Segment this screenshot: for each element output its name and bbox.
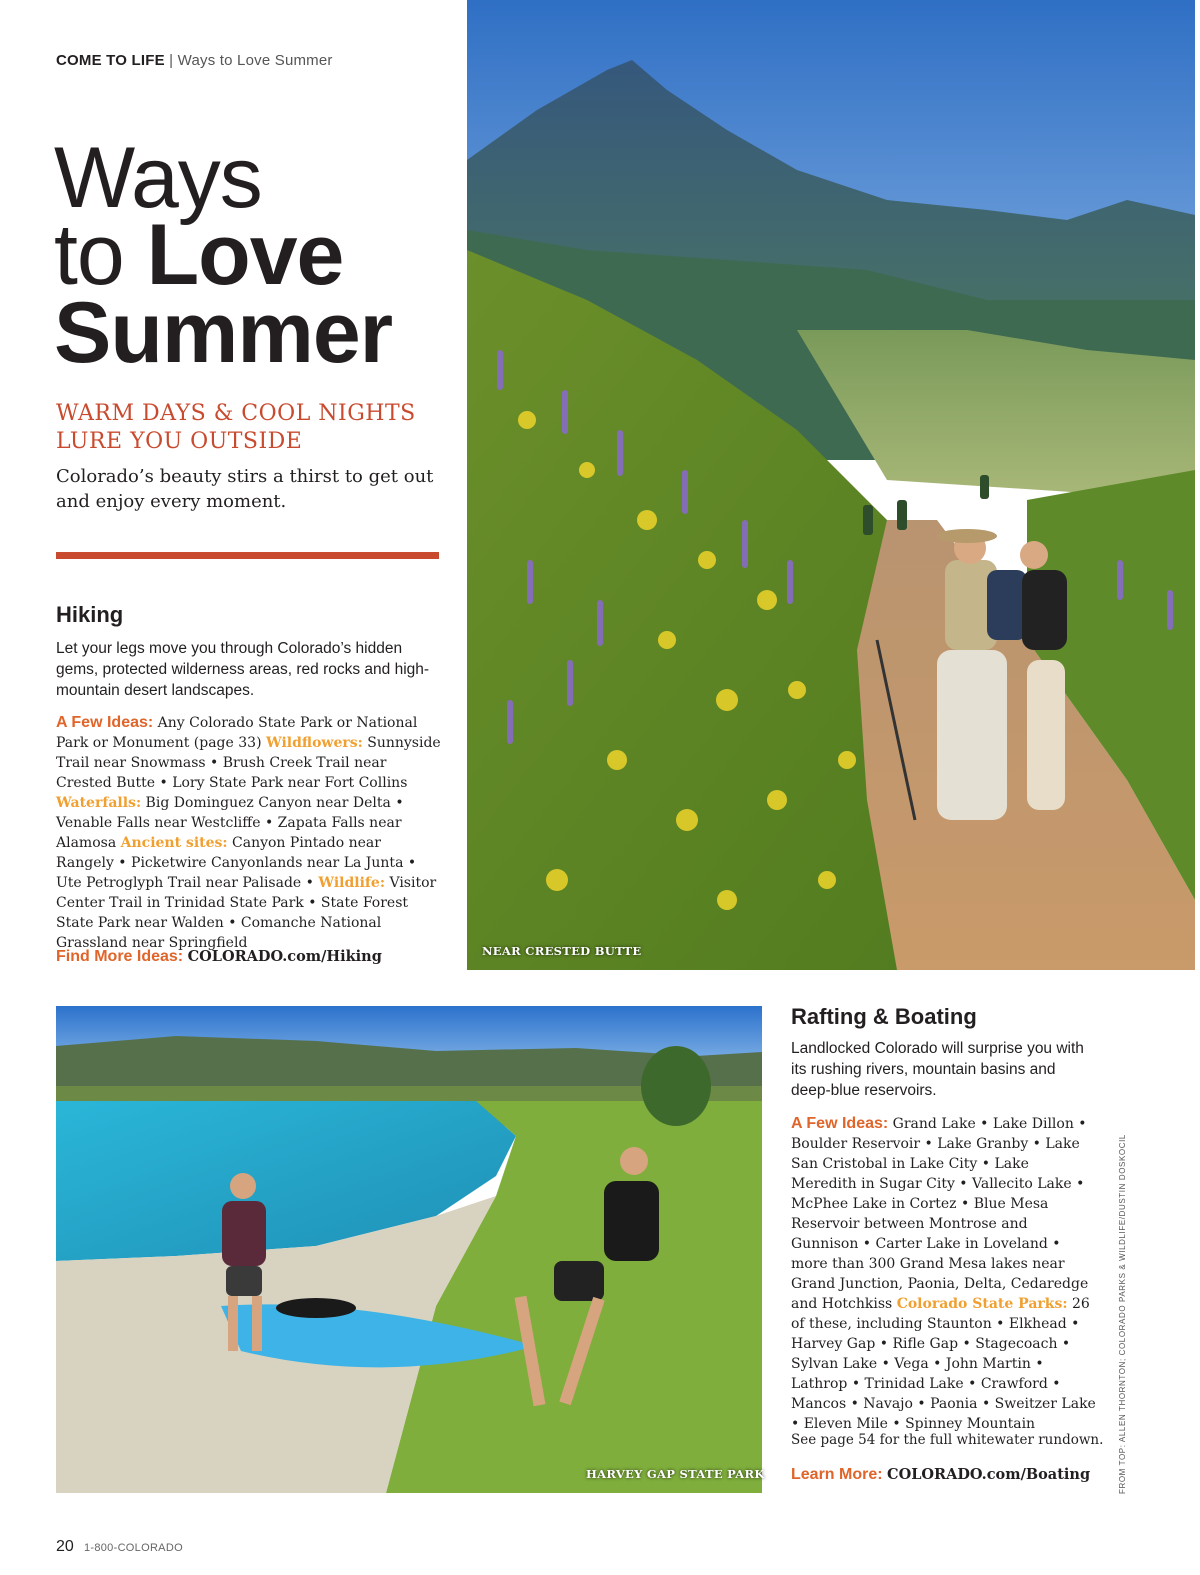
section-subname: Ways to Love Summer <box>177 52 333 69</box>
boating-photo-illustration <box>56 1006 762 1493</box>
hiking-photo-caption: NEAR CRESTED BUTTE <box>482 944 642 958</box>
page-number: 20 <box>56 1538 74 1555</box>
title-line-2-light: to <box>54 207 124 304</box>
divider-rule <box>56 552 439 559</box>
hiking-more-ideas <box>56 948 441 966</box>
hiking-ideas-text-2: Sunnyside Trail near Snowmass • Brush Creek Trail near Crested Butte • Lory State Park near Fort Collins <box>56 735 441 791</box>
hiking-more-link[interactable]: COLORADO.com/Hiking <box>187 948 382 965</box>
hiking-ideas-text-3: Big Dominguez Canyon near Delta • Venable Falls near Westcliffe • Zapata Falls near Alamosa <box>56 795 404 851</box>
footer-phone: 1-800-COLORADO <box>83 1542 183 1554</box>
rafting-heading: Rafting & Boating <box>791 1004 977 1029</box>
rafting-more-lead: Learn More: <box>791 1466 883 1483</box>
page-title <box>54 130 454 381</box>
hiking-ideas-text-4: Canyon Pintado near Rangely • Picketwire Canyonlands near La Junta • Ute Petroglyph Trail near Palisade • <box>56 835 417 891</box>
rafting-ideas-text-1: Grand Lake • Lake Dillon • Boulder Reservoir • Lake Granby • Lake San Cristobal in Lake City • Lake Meredith in Sugar City • Vallecito Lake • McPhee Lake in Cortez • Blue Mesa Reservoir between Montrose and Gunnison • Carter Lake in Loveland • more than 300 Grand Mesa lakes near Grand Junction, Paonia, Delta, Cedaredge and Hotchkiss <box>791 1116 1089 1312</box>
rafting-ideas-text-2: 26 of these, including Staunton • Elkhead • Harvey Gap • Rifle Gap • Stagecoach • Sylvan Lake • Vega • John Martin • Lathrop • Trinidad Lake • Crawford • Mancos • Navajo • Paonia • Sweitzer Lake • Eleven Mile • Spinney Mountain <box>791 1296 1096 1432</box>
rafting-more-ideas <box>791 1466 1111 1484</box>
hiking-category-waterfalls: Waterfalls: <box>56 795 142 811</box>
hiking-category-ancient-sites: Ancient sites: <box>120 835 228 851</box>
title-line-2 <box>54 207 454 304</box>
hiking-more-lead: Find More Ideas: <box>56 948 184 965</box>
title-line-2-bold: Love <box>146 207 344 304</box>
hiking-ideas-text-1: Any Colorado State Park or National Park or Monument (page 33) <box>56 715 418 751</box>
section-label <box>56 52 333 69</box>
rafting-ideas-lead: A Few Ideas: <box>791 1115 889 1132</box>
boating-photo <box>56 1006 762 1493</box>
page-footer <box>56 1538 183 1556</box>
subtitle-line-1: WARM DAYS & COOL NIGHTS <box>56 401 416 426</box>
hiking-ideas-lead: A Few Ideas: <box>56 714 154 731</box>
section-name: COME TO LIFE <box>56 52 165 69</box>
rafting-body: Landlocked Colorado will surprise you with its rushing rivers, mountain basins and deep-blue reservoirs. <box>791 1040 1084 1099</box>
rafting-category-state-parks: Colorado State Parks: <box>896 1296 1068 1312</box>
hiking-photo-illustration <box>467 0 1195 970</box>
hiking-category-wildflowers: Wildflowers: <box>265 735 363 751</box>
hiking-ideas-text-5: Visitor Center Trail in Trinidad State Park • State Forest State Park near Walden • Comanche National Grassland near Springfield <box>56 875 437 951</box>
hiking-ideas <box>56 713 441 953</box>
hiking-heading: Hiking <box>56 602 124 627</box>
hiking-category-wildlife: Wildlife: <box>318 875 386 891</box>
boating-photo-caption: HARVEY GAP STATE PARK <box>586 1467 765 1481</box>
hiking-body: Let your legs move you through Colorado’s hidden gems, protected wilderness areas, red rocks and high-mountain desert landscapes. <box>56 640 430 699</box>
title-line-1: Ways <box>54 130 262 226</box>
rafting-note: See page 54 for the full whitewater rundown. <box>791 1432 1104 1448</box>
photo-credit: FROM TOP: ALLEN THORNTON; COLORADO PARKS & WILDLIFE/DUSTIN DOSKOCIL <box>1118 1134 1127 1494</box>
subtitle-line-2: LURE YOU OUTSIDE <box>56 429 303 454</box>
hiking-photo <box>467 0 1195 970</box>
rafting-ideas <box>791 1114 1096 1434</box>
page-subtitle <box>56 400 436 456</box>
section-separator: | <box>169 52 174 69</box>
title-line-3: Summer <box>54 284 393 381</box>
rafting-more-link[interactable]: COLORADO.com/Boating <box>887 1466 1091 1483</box>
intro-text: Colorado’s beauty stirs a thirst to get out and enjoy every moment. <box>56 466 434 512</box>
